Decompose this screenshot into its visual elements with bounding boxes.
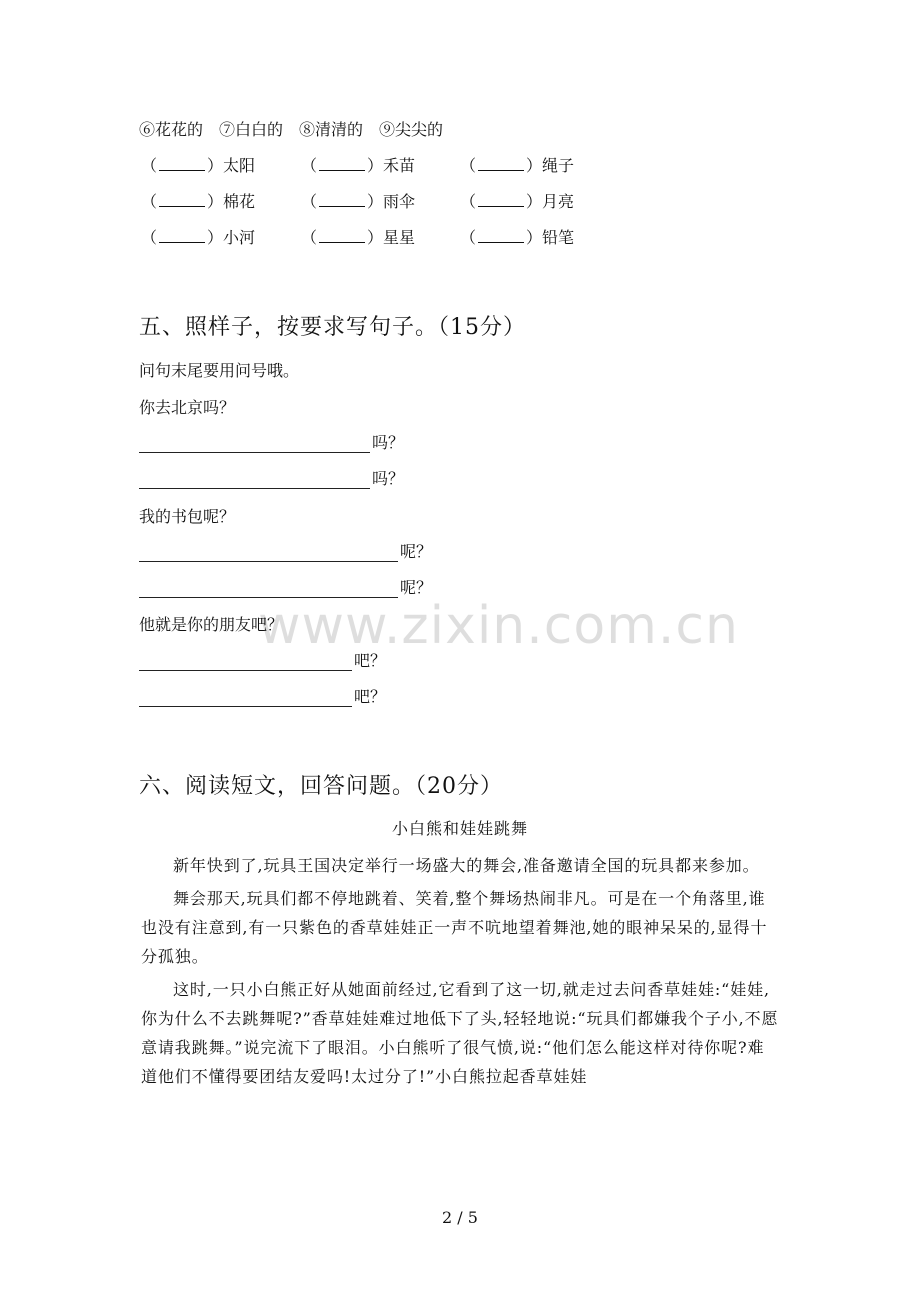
answer-blank[interactable] xyxy=(319,228,365,243)
answer-blank[interactable] xyxy=(478,228,524,243)
section6-heading: 六、阅读短文，回答问题。（20分） xyxy=(139,774,503,799)
example-sentence: 他就是你的朋友吧？ xyxy=(139,615,284,634)
answer-blank[interactable] xyxy=(159,228,205,243)
answer-blank[interactable] xyxy=(478,192,524,207)
fill-item: （ ）太阳 xyxy=(141,156,256,175)
sentence-ending: 呢？ xyxy=(400,578,433,597)
fill-item: （ ）绳子 xyxy=(460,156,575,175)
sentence-ending: 吧？ xyxy=(354,687,387,706)
story-title: 小白熊和娃娃跳舞 xyxy=(391,819,528,838)
fill-item: （ ）月亮 xyxy=(460,192,575,211)
section5-heading: 五、照样子，按要求写句子。（15分） xyxy=(139,315,526,340)
sentence-ending: 吧？ xyxy=(354,651,387,670)
answer-blank[interactable] xyxy=(319,192,365,207)
answer-line[interactable] xyxy=(139,706,352,707)
section5-instruction: 问句末尾要用问号哦。 xyxy=(139,361,300,380)
sentence-ending: 吗？ xyxy=(372,469,405,488)
story-paragraph: 这时,一只小白熊正好从她面前经过,它看到了这一切,就走过去问香草娃娃:“娃娃,你为什么不去跳舞呢?”香草娃娃难过地低下了头,轻轻地说:“玩具们都嫌我个子小,不愿意请我跳舞。”说完流下了眼泪。小白熊听了很气愤,说:“他们怎么能这样对待你呢?难道他们不懂得要团结友爱吗!太过分了!”小白熊拉起香草娃娃 xyxy=(141,980,779,1086)
answer-blank[interactable] xyxy=(159,156,205,171)
example-sentence: 你去北京吗？ xyxy=(139,398,236,417)
fill-item: （ ）棉花 xyxy=(141,192,256,211)
story-paragraph: 舞会那天,玩具们都不停地跳着、笑着,整个舞场热闹非凡。可是在一个角落里,谁也没有注意到,有一只紫色的香草娃娃正一声不吭地望着舞池,她的眼神呆呆的,显得十分孤独。 xyxy=(141,889,768,966)
options-line: ⑥花花的 ⑦白白的 ⑧清清的 ⑨尖尖的 xyxy=(139,120,444,139)
fill-item: （ ）铅笔 xyxy=(460,228,575,247)
answer-line[interactable] xyxy=(139,561,398,562)
sentence-ending: 呢？ xyxy=(400,542,433,561)
answer-line[interactable] xyxy=(139,452,370,453)
example-sentence: 我的书包呢？ xyxy=(139,507,236,526)
fill-item: （ ）小河 xyxy=(141,228,256,247)
story-paragraph: 新年快到了,玩具王国决定举行一场盛大的舞会,准备邀请全国的玩具都来参加。 xyxy=(173,856,760,875)
fill-item: （ ）星星 xyxy=(301,228,416,247)
page-number: 2 / 5 xyxy=(442,1208,478,1227)
sentence-ending: 吗？ xyxy=(372,433,405,452)
answer-line[interactable] xyxy=(139,488,370,489)
story-text xyxy=(141,851,781,1095)
fill-item: （ ）雨伞 xyxy=(301,192,416,211)
answer-blank[interactable] xyxy=(478,156,524,171)
answer-line[interactable] xyxy=(139,670,352,671)
answer-blank[interactable] xyxy=(319,156,365,171)
answer-blank[interactable] xyxy=(159,192,205,207)
fill-item: （ ）禾苗 xyxy=(301,156,416,175)
watermark: www.zixin.com.cn xyxy=(258,596,739,656)
